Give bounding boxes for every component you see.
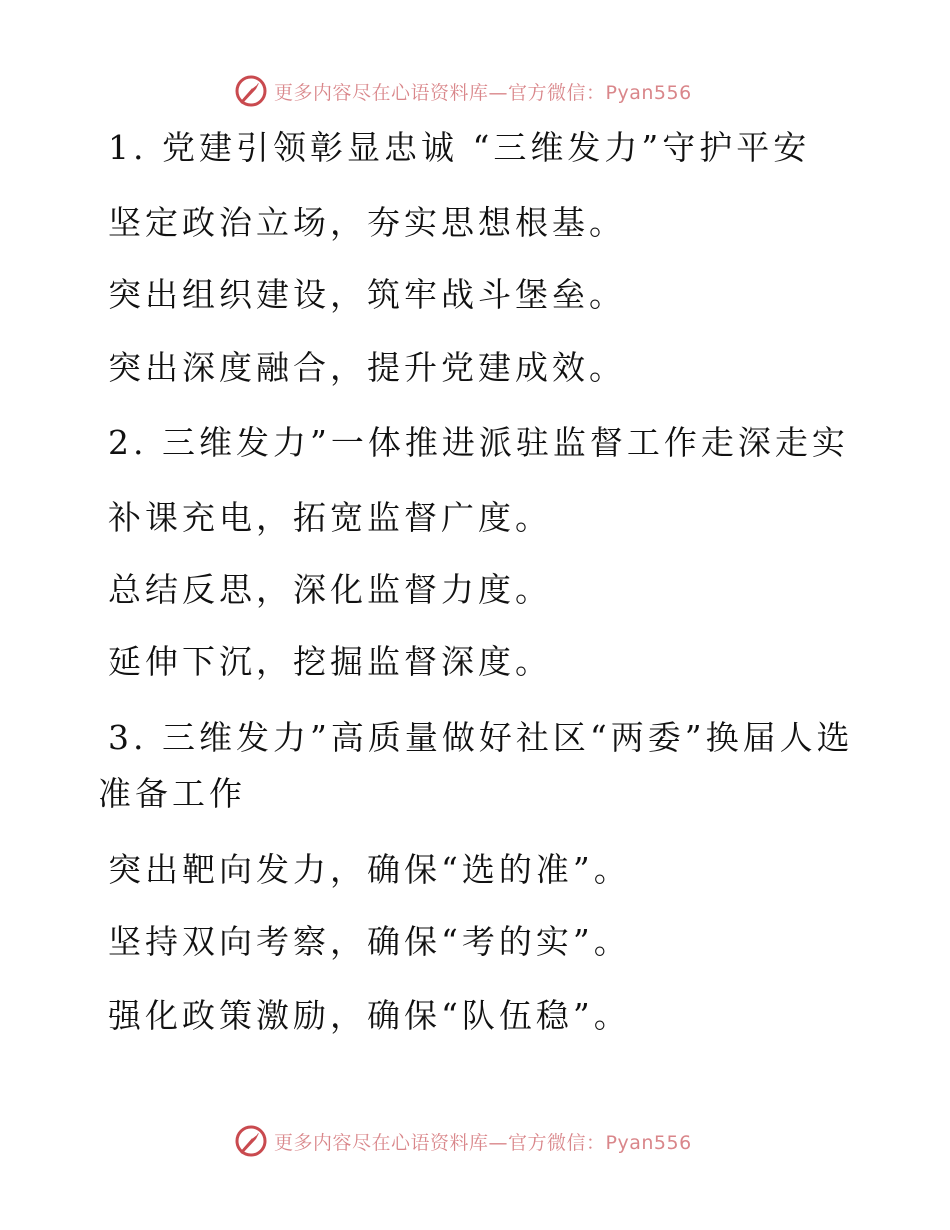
section-1-item-3: 突出深度融合，提升党建成效。 xyxy=(108,348,626,387)
section-1-item-1: 坚定政治立场，夯实思想根基。 xyxy=(108,203,626,242)
section-2-heading: 2. 三维发力”一体推进派驻监督工作走深走实 xyxy=(108,423,849,462)
pen-logo-icon xyxy=(234,74,268,108)
section-2-item-3: 延伸下沉，挖掘监督深度。 xyxy=(108,642,552,681)
section-2-item-1: 补课充电，拓宽监督广度。 xyxy=(108,498,552,537)
header-watermark xyxy=(234,74,692,108)
watermark-text: 更多内容尽在心语资料库—官方微信：Pyan556 xyxy=(274,1131,692,1154)
section-3-item-2: 坚持双向考察，确保“考的实”。 xyxy=(108,922,631,961)
section-3-heading: 3. 三维发力”高质量做好社区“两委”换届人选准备工作 xyxy=(98,718,854,813)
section-1-heading: 1. 党建引领彰显忠诚 “三维发力”守护平安 xyxy=(108,128,811,167)
section-1-item-2: 突出组织建设，筑牢战斗堡垒。 xyxy=(108,275,626,314)
section-2-item-2: 总结反思，深化监督力度。 xyxy=(108,570,552,609)
section-3-item-3: 强化政策激励，确保“队伍稳”。 xyxy=(108,996,631,1035)
footer-watermark xyxy=(234,1124,692,1158)
section-3-item-1: 突出靶向发力，确保“选的准”。 xyxy=(108,850,631,889)
pen-logo-icon xyxy=(234,1124,268,1158)
watermark-text: 更多内容尽在心语资料库—官方微信：Pyan556 xyxy=(274,81,692,104)
